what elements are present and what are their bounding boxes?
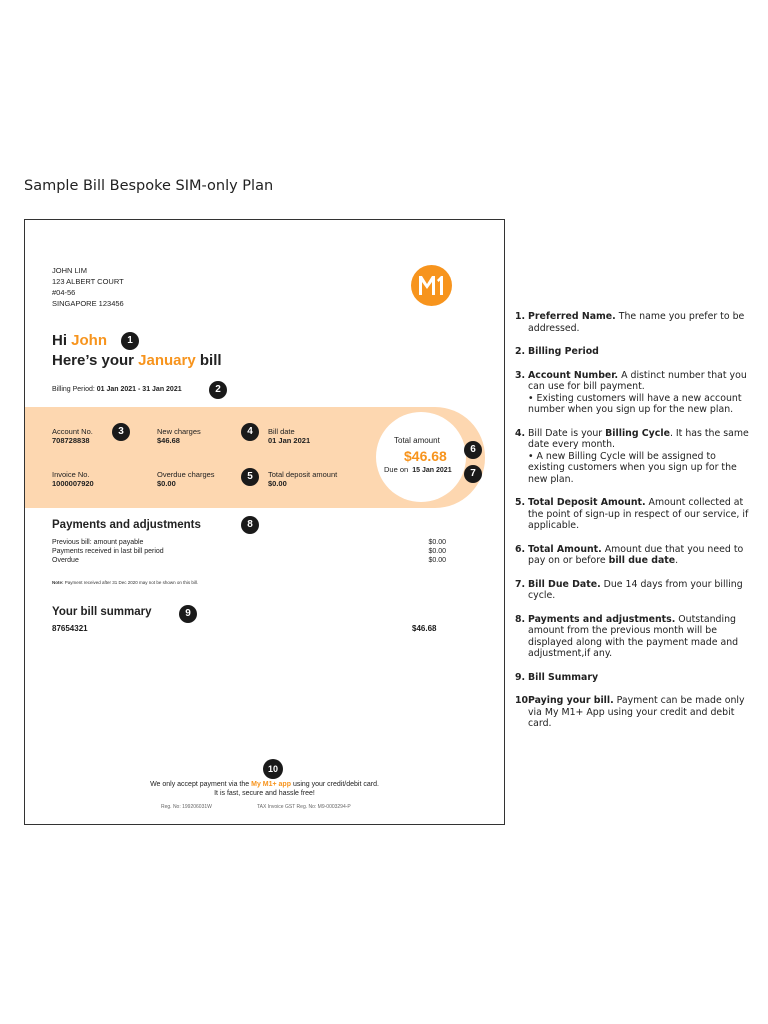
billing-period-value: 01 Jan 2021 - 31 Jan 2021 <box>96 386 182 393</box>
page-title: Sample Bill Bespoke SIM-only Plan <box>24 178 274 194</box>
bill-date-label: Bill date <box>268 427 295 436</box>
account-no-label: Account No. <box>52 427 93 436</box>
gst-reg-no: TAX Invoice GST Reg. No: M9-0003294-P <box>257 804 351 810</box>
summary-amount: $46.68 <box>412 624 437 633</box>
heading-bill-word: bill <box>199 352 222 369</box>
callout-badge: 4 <box>241 423 259 441</box>
address-line: JOHN LIM <box>52 266 88 275</box>
greeting-hi: Hi <box>52 332 67 349</box>
note-number: 10. <box>515 695 532 706</box>
footer-payment-line <box>25 781 504 788</box>
note-text: . <box>675 555 679 566</box>
note-title: Bill Due Date. <box>528 578 601 590</box>
note-text: Due 14 days from your billing cycle. <box>528 578 743 601</box>
note-text: The name you prefer to be addressed. <box>528 311 745 334</box>
footer-pre: We only accept payment via the <box>150 781 250 788</box>
payments-row-label: Overdue <box>52 557 79 564</box>
note-item <box>515 672 755 684</box>
note-number: 6. <box>515 543 526 555</box>
payments-row-value: $0.00 <box>428 539 446 546</box>
footer-post: using your credit/debit card. <box>292 781 379 788</box>
callout-badge: 2 <box>209 381 227 399</box>
note-text: Payment received after 31 Dec 2020 may not be shown on this bill. <box>64 580 199 585</box>
callout-badge: 8 <box>241 516 259 534</box>
new-charges <box>157 427 201 445</box>
footer-tagline: It is fast, secure and hassle free! <box>214 790 315 797</box>
note-title: Billing Cycle <box>605 427 670 439</box>
callout-badge: 1 <box>121 332 139 350</box>
note-label: Note: <box>52 580 64 585</box>
note-title: Account Number. <box>528 369 619 381</box>
note-number: 4. <box>515 427 526 439</box>
note-item <box>515 614 755 660</box>
due-on <box>384 465 452 474</box>
note-text: Amount collected at the point of sign-up in respect of our service, if applicable. <box>528 497 749 531</box>
total-deposit <box>268 470 337 488</box>
note-item <box>515 346 755 358</box>
address-line: #04-56 <box>52 288 76 297</box>
overdue-charges-label: Overdue charges <box>157 470 215 479</box>
note-title: Payments and adjustments. <box>528 613 676 625</box>
payments-row-value: $0.00 <box>428 548 446 555</box>
greeting-name: John <box>71 332 108 349</box>
address-line: SINGAPORE 123456 <box>52 299 124 308</box>
footer-app-link[interactable]: My M1+ app <box>251 781 291 788</box>
note-text: . It has the same date every month. <box>528 427 749 450</box>
payment-note <box>52 580 198 585</box>
due-on-value: 15 Jan 2021 <box>412 467 452 474</box>
billing-period <box>52 386 182 393</box>
note-item <box>515 370 755 416</box>
invoice-no-label: Invoice No. <box>52 470 90 479</box>
overdue-charges <box>157 470 215 488</box>
callout-badge: 9 <box>179 605 197 623</box>
invoice-no <box>52 470 94 488</box>
callout-badge: 3 <box>112 423 130 441</box>
note-text: Outstanding amount from the previous month will be displayed along with the payment made and adjustment,if any. <box>528 613 739 659</box>
account-no <box>52 427 93 445</box>
summary-account: 87654321 <box>52 624 88 633</box>
heading-month: January <box>138 352 196 369</box>
note-number: 9. <box>515 671 526 683</box>
note-title: Billing Period <box>528 346 599 357</box>
note-number: 5. <box>515 497 526 508</box>
m1-logo-icon <box>411 265 452 306</box>
note-item <box>515 428 755 486</box>
greeting <box>52 332 107 349</box>
note-number: 3. <box>515 369 526 381</box>
mailing-address <box>52 265 124 309</box>
total-amount-value: $46.68 <box>404 448 447 464</box>
sample-bill <box>24 219 505 825</box>
total-amount-label: Total amount <box>394 436 440 445</box>
note-text: A distinct number that you can use for bill payment. <box>528 369 747 392</box>
new-charges-value: $46.68 <box>157 436 180 445</box>
new-charges-label: New charges <box>157 427 201 436</box>
note-title: Paying your bill. <box>528 695 614 706</box>
billing-period-label: Billing Period: <box>52 386 95 393</box>
due-on-label: Due on <box>384 465 409 474</box>
bill-date <box>268 427 310 445</box>
invoice-no-value: 1000007920 <box>52 479 94 488</box>
note-text: Bill Date is your <box>528 427 603 439</box>
bill-date-value: 01 Jan 2021 <box>268 436 311 445</box>
bill-heading <box>52 352 222 369</box>
payments-row-label: Payments received in last bill period <box>52 548 164 555</box>
callout-notes <box>515 311 755 742</box>
callout-badge: 7 <box>464 465 482 483</box>
note-item <box>515 695 755 730</box>
note-item <box>515 497 755 532</box>
total-deposit-label: Total deposit amount <box>268 470 338 479</box>
note-number: 1. <box>515 311 526 322</box>
payments-title: Payments and adjustments <box>52 519 201 531</box>
overdue-charges-value: $0.00 <box>157 479 176 488</box>
account-no-value: 708728838 <box>52 436 90 445</box>
note-number: 7. <box>515 578 526 590</box>
note-text: Payment can be made only via My M1+ App using your credit and debit card. <box>528 695 745 729</box>
note-item <box>515 311 755 334</box>
callout-badge: 10 <box>263 759 283 779</box>
note-title: Bill Summary <box>528 671 599 683</box>
note-title: bill due date <box>608 555 676 566</box>
note-bullet: • A new Billing Cycle will be assigned to existing customers when you sign up for the new plan. <box>528 450 737 485</box>
total-deposit-value: $0.00 <box>268 479 287 488</box>
note-number: 8. <box>515 613 526 625</box>
company-reg-no: Reg. No: 199206031W <box>161 804 212 810</box>
note-number: 2. <box>515 346 526 357</box>
note-item <box>515 579 755 602</box>
note-title: Total Deposit Amount. <box>528 497 646 508</box>
payments-row-label: Previous bill: amount payable <box>52 539 144 546</box>
callout-badge: 5 <box>241 468 259 486</box>
note-title: Preferred Name. <box>528 311 616 322</box>
payments-row-value: $0.00 <box>428 557 446 564</box>
note-bullet: • Existing customers will have a new account number when you sign up for the new plan. <box>528 392 742 415</box>
summary-title: Your bill summary <box>52 606 152 618</box>
note-text: Amount due that you need to pay on or before <box>528 543 744 566</box>
address-line: 123 ALBERT COURT <box>52 277 124 286</box>
heading-text: Here’s your <box>52 352 134 369</box>
note-title: Total Amount. <box>528 543 602 555</box>
note-item <box>515 544 755 567</box>
callout-badge: 6 <box>464 441 482 459</box>
